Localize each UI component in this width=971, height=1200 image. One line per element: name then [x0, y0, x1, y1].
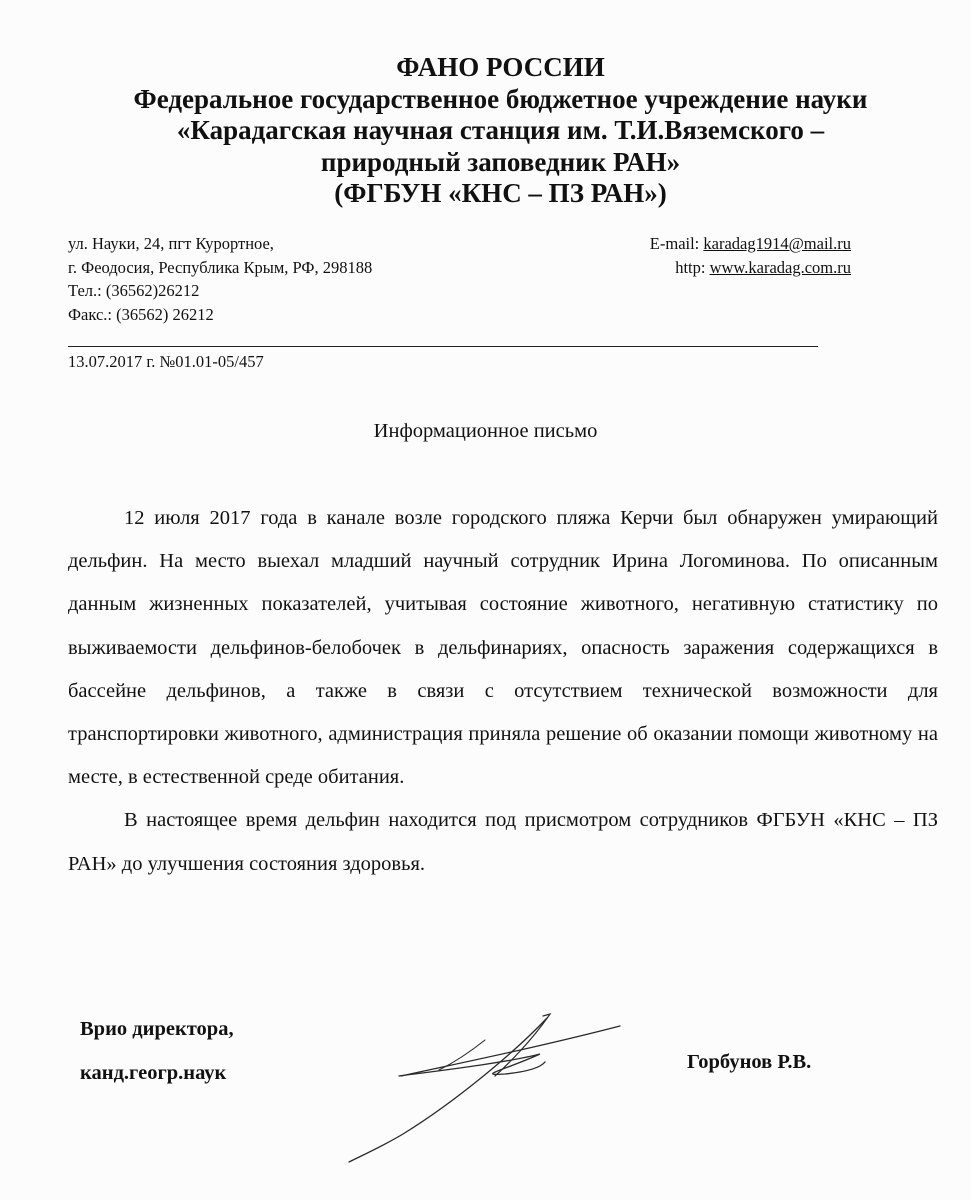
signatory-position: Врио директора, — [80, 1018, 234, 1040]
document-number: 13.07.2017 г. №01.01-05/457 — [68, 352, 264, 371]
fax: Факс.: (36562) 26212 — [68, 304, 214, 324]
signatory-name: Горбунов Р.В. — [687, 1051, 812, 1073]
email-line — [650, 232, 851, 256]
body-paragraph-2: В настоящее время дельфин находится под присмотром сотрудников ФГБУН «КНС – ПЗ РАН» до улучшения состояния здоровья. — [68, 809, 938, 875]
institution-name-line1: «Карадагская научная станция им. Т.И.Вяземского – — [176, 115, 825, 145]
handwritten-signature — [335, 1012, 625, 1172]
institution-type: Федеральное государственное бюджетное учреждение науки — [133, 83, 868, 114]
letterhead — [60, 52, 941, 210]
online-contacts — [650, 232, 851, 279]
email-label: E-mail: — [649, 234, 704, 253]
address-line-2: г. Феодосия, Республика Крым, РФ, 298188 — [68, 257, 373, 277]
postal-contacts — [68, 232, 372, 326]
letter-subject: Информационное письмо — [373, 420, 598, 442]
letter-body — [68, 497, 938, 886]
signatory-degree: канд.геогр.наук — [80, 1062, 227, 1084]
address-line-1: ул. Науки, 24, пгт Курортное, — [68, 234, 274, 253]
website-link[interactable]: www.karadag.com.ru — [709, 257, 851, 277]
header-divider — [68, 346, 818, 347]
website-line — [650, 256, 851, 280]
website-label: http: — [675, 257, 710, 277]
agency-name: ФАНО РОССИИ — [396, 52, 605, 82]
institution-abbreviation: (ФГБУН «КНС – ПЗ РАН») — [334, 178, 667, 208]
phone: Тел.: (36562)26212 — [68, 281, 200, 300]
email-link[interactable]: karadag1914@mail.ru — [703, 234, 851, 253]
signatory-title — [80, 1007, 234, 1095]
body-paragraph-1: 12 июля 2017 года в канале возле городского пляжа Керчи был обнаружен умирающий дельфин. На место выехал младший научный сотрудник Ирина Логоминова. По описанным данным жизненных показателей, учитывая состояние животного, негативную статистику по выживаемости дельфинов-белобочек в дельфинариях, опасность заражения содержащихся в бассейне дельфинов, а также в связи с отсутствием технической возможности для транспортировки животного, администрация приняла решение об оказании помощи животному на месте, в естественной среде обитания. — [68, 507, 938, 789]
institution-name-line2: природный заповедник РАН» — [320, 146, 681, 177]
